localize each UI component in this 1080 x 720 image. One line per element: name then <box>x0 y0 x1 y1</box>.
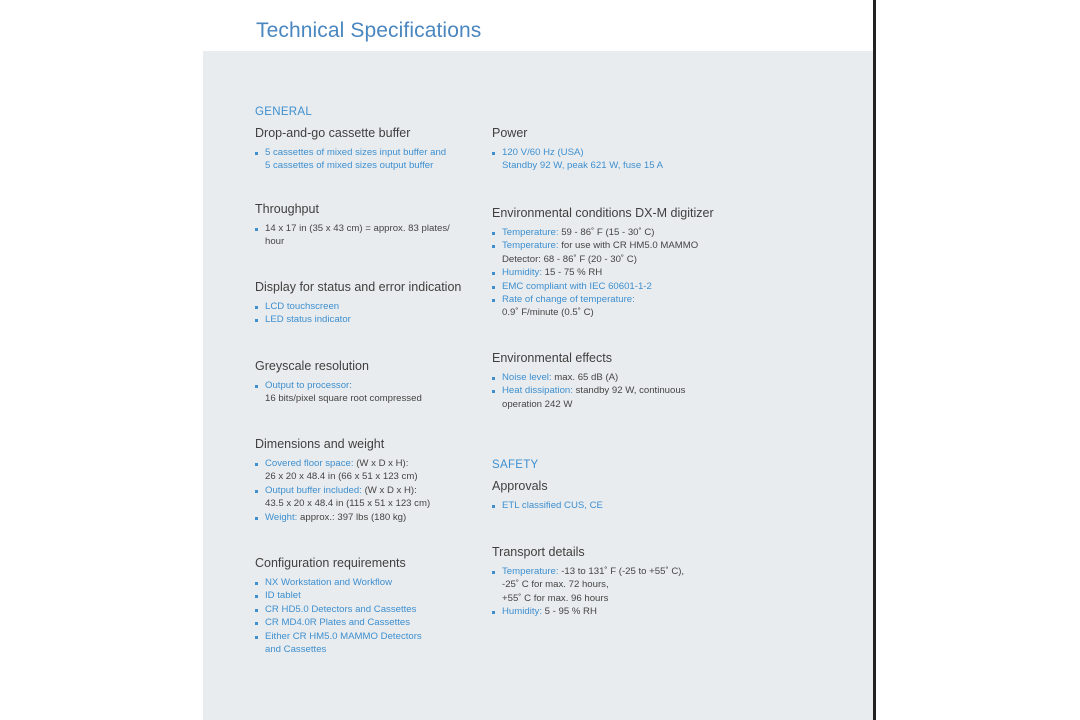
section-title-env-conditions: Environmental conditions DX-M digitizer <box>492 206 714 220</box>
bullet-icon <box>255 152 258 155</box>
spec-page <box>203 0 873 720</box>
bullet-icon <box>255 490 258 493</box>
item-label: Humidity: <box>502 606 542 618</box>
item-label: Weight: <box>265 511 298 523</box>
item-label: Rate of change of temperature: <box>502 294 635 306</box>
item-value: standby 92 W, continuous <box>572 385 686 397</box>
throughput-list <box>255 222 450 249</box>
list-item <box>255 630 422 657</box>
item-value: -13 to 131˚ F (-25 to +55˚ C), <box>558 566 685 577</box>
list-item <box>492 371 685 384</box>
bullet-icon <box>255 306 258 309</box>
section-title-env-effects: Environmental effects <box>492 351 612 365</box>
bullet-icon <box>492 272 495 275</box>
list-item <box>492 239 698 266</box>
section-title-display: Display for status and error indication <box>255 280 462 294</box>
item-label: Heat dissipation: <box>502 385 573 397</box>
bullet-icon <box>492 286 495 289</box>
list-item <box>492 565 684 605</box>
display-list <box>255 300 351 327</box>
item-value: +55˚ C for max. 96 hours <box>502 592 609 604</box>
section-title-approvals: Approvals <box>492 479 548 493</box>
list-item <box>492 499 603 512</box>
section-title-transport: Transport details <box>492 545 585 559</box>
item-label: EMC compliant with IEC 60601-1-2 <box>502 280 652 292</box>
item-value: max. 65 dB (A) <box>551 372 619 383</box>
item-label: Standby 92 W, peak 621 W, fuse 15 A <box>502 160 664 172</box>
page-border <box>873 0 876 720</box>
item-value: operation 242 W <box>502 398 573 410</box>
list-item <box>255 589 422 602</box>
bullet-icon <box>492 152 495 155</box>
item-label: CR HD5.0 Detectors and Cassettes <box>265 603 417 615</box>
bullet-icon <box>492 232 495 235</box>
list-item <box>255 616 422 629</box>
bullet-icon <box>492 390 495 393</box>
section-title-throughput: Throughput <box>255 202 319 216</box>
item-label: Humidity: <box>502 267 542 279</box>
list-item <box>255 379 422 406</box>
bullet-icon <box>255 319 258 322</box>
bullet-icon <box>492 571 495 574</box>
section-title-power: Power <box>492 126 528 140</box>
item-value: 5 - 95 % RH <box>541 606 597 618</box>
configuration-list <box>255 576 422 656</box>
approvals-list <box>492 499 603 512</box>
bullet-icon <box>255 582 258 585</box>
list-item <box>492 605 684 618</box>
item-label: LCD touchscreen <box>265 301 340 312</box>
bullet-icon <box>255 517 258 520</box>
section-title-configuration: Configuration requirements <box>255 556 406 570</box>
page-title: Technical Specifications <box>256 19 482 42</box>
list-item <box>492 266 698 279</box>
item-label: Temperature: <box>502 566 559 577</box>
list-item <box>255 313 351 326</box>
list-item <box>255 300 351 313</box>
bullet-icon <box>492 299 495 302</box>
section-title-greyscale: Greyscale resolution <box>255 359 369 373</box>
item-value: -25˚ C for max. 72 hours, <box>502 579 609 591</box>
list-item <box>492 293 698 320</box>
item-value: 15 - 75 % RH <box>541 267 603 279</box>
list-item <box>492 226 698 239</box>
bullet-icon <box>492 505 495 508</box>
transport-list <box>492 565 684 619</box>
bullet-icon <box>492 377 495 380</box>
item-label: 5 cassettes of mixed sizes output buffer <box>265 160 434 172</box>
list-item <box>255 222 450 249</box>
list-item <box>255 576 422 589</box>
bullet-icon <box>255 385 258 388</box>
list-item <box>255 511 430 524</box>
item-label: Covered floor space: <box>265 458 354 469</box>
item-label: 5 cassettes of mixed sizes input buffer and <box>265 147 447 158</box>
item-value: 26 x 20 x 48.4 in (66 x 51 x 123 cm) <box>265 471 418 483</box>
item-value: for use with CR HM5.0 MAMMO <box>558 240 699 252</box>
list-item <box>492 280 698 293</box>
item-label: Temperature: <box>502 227 559 238</box>
item-label: NX Workstation and Workflow <box>265 577 393 588</box>
bullet-icon <box>255 595 258 598</box>
item-label: and Cassettes <box>265 644 327 656</box>
item-value: 16 bits/pixel square root compressed <box>265 393 422 405</box>
list-item <box>255 484 430 511</box>
bullet-icon <box>255 463 258 466</box>
item-label: CR MD4.0R Plates and Cassettes <box>265 617 411 629</box>
list-item <box>255 457 430 484</box>
item-label: ETL classified CUS, CE <box>502 500 603 511</box>
bullet-icon <box>255 622 258 625</box>
bullet-icon <box>492 611 495 614</box>
item-label: ID tablet <box>265 590 301 602</box>
greyscale-list <box>255 379 422 406</box>
env-conditions-list <box>492 226 698 320</box>
page-header <box>203 0 873 51</box>
item-label: Noise level: <box>502 372 552 383</box>
list-item <box>492 384 685 411</box>
item-value: approx.: 397 lbs (180 kg) <box>297 511 407 523</box>
item-value: Detector: 68 - 86˚ F (20 - 30˚ C) <box>502 253 637 265</box>
bullet-icon <box>255 228 258 231</box>
env-effects-list <box>492 371 685 411</box>
item-label: Output buffer included: <box>265 484 362 496</box>
item-label: LED status indicator <box>265 314 351 326</box>
section-title-dimensions: Dimensions and weight <box>255 437 385 451</box>
item-label: Either CR HM5.0 MAMMO Detectors <box>265 630 422 642</box>
item-label: Output to processor: <box>265 380 352 391</box>
dimensions-list <box>255 457 430 524</box>
power-list <box>492 146 663 173</box>
cassette-buffer-list <box>255 146 446 173</box>
item-value: hour <box>265 236 285 248</box>
item-value: (W x D x H): <box>353 458 409 469</box>
item-label: 120 V/60 Hz (USA) <box>502 147 584 158</box>
item-value: 43.5 x 20 x 48.4 in (115 x 51 x 123 cm) <box>265 498 431 510</box>
category-safety: SAFETY <box>492 459 539 471</box>
item-value: 0.9˚ F/minute (0.5˚ C) <box>502 307 594 319</box>
bullet-icon <box>255 636 258 639</box>
item-label: Temperature: <box>502 240 559 252</box>
item-value: 14 x 17 in (35 x 43 cm) = approx. 83 plates/ <box>265 223 450 234</box>
list-item <box>255 146 446 173</box>
list-item <box>492 146 663 173</box>
bullet-icon <box>492 245 495 248</box>
bullet-icon <box>255 609 258 612</box>
list-item <box>255 603 422 616</box>
section-title-cassette-buffer: Drop-and-go cassette buffer <box>255 126 411 140</box>
item-value: (W x D x H): <box>361 484 417 496</box>
category-general: GENERAL <box>255 106 313 118</box>
item-value: 59 - 86˚ F (15 - 30˚ C) <box>558 227 655 238</box>
